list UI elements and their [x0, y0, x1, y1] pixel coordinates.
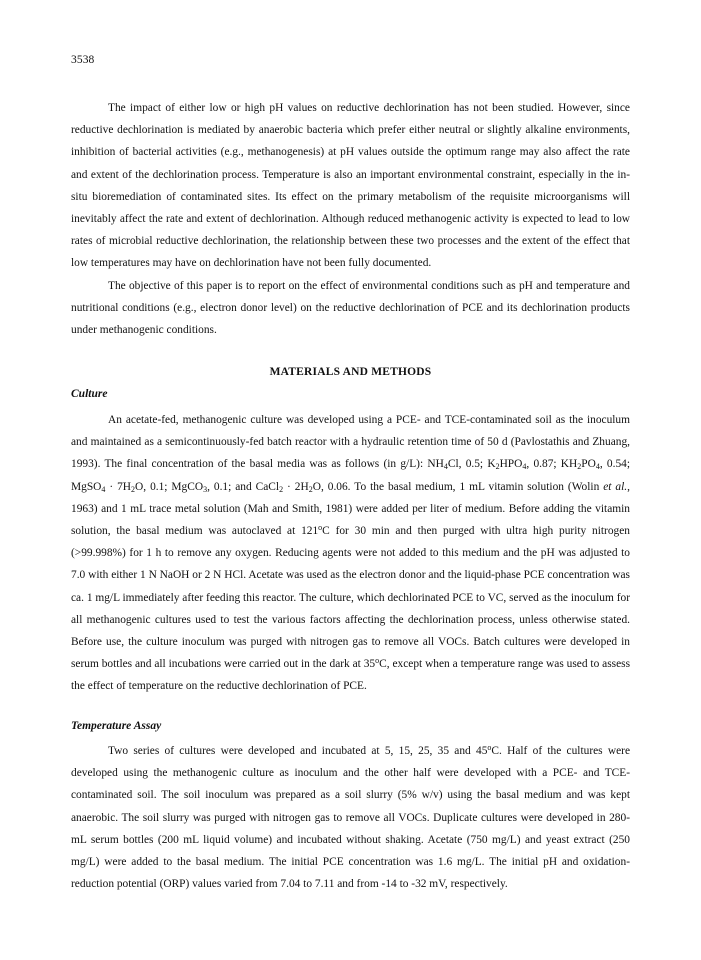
subscript-cl2: 2 — [279, 484, 284, 494]
culture-text-i: , 0.1; and CaCl — [207, 480, 280, 493]
culture-text-j: · 2H — [283, 480, 309, 493]
culture-text-n: C, except when a temperature range was used to assess the effect of temperature on the reductive dechlorination of PCE. — [71, 658, 631, 693]
subscript-h2o-b: 2 — [308, 484, 313, 494]
subsection-heading-culture: Culture — [71, 388, 108, 400]
subscript-po4-a: 4 — [522, 462, 527, 472]
subscript-h2: 2 — [577, 462, 582, 472]
culture-text-e: PO — [581, 458, 596, 471]
culture-text-a: An acetate-fed, methanogenic culture was developed using a PCE- and TCE-contaminated soil as the inoculum and maintained as a semicontinuously-fed batch reactor with a hydraulic retention time of 50 d (Pavlostathis and Zhuang, 1993). The final concentration of the basal media was as follows (in g/L): NH — [71, 414, 630, 471]
subscript-h2o-a: 2 — [131, 484, 136, 494]
temperature-text-a: Two series of cultures were developed and incubated at 5, 15, 25, 35 and 45 — [108, 745, 488, 757]
culture-text-d: , 0.87; KH — [526, 458, 578, 471]
temperature-assay-section — [71, 740, 630, 895]
subscript-co3: 3 — [203, 484, 208, 494]
subscript-so4: 4 — [101, 484, 106, 494]
subscript-po4-b: 4 — [595, 462, 600, 472]
degree-symbol-2: o — [375, 656, 380, 666]
culture-text-c: HPO — [499, 458, 523, 471]
culture-section — [71, 409, 630, 698]
temperature-paragraph — [71, 740, 630, 895]
intro-paragraph-2: The objective of this paper is to report on the effect of environmental conditions such as pH and temperature and nutritional conditions (e.g., electron donor level) on the reductive dechlorination of PCE and its dechlorination products under methanogenic conditions. — [71, 279, 630, 337]
degree-symbol-3: o — [487, 743, 492, 752]
introduction-section — [71, 97, 630, 341]
culture-text-m: C for 30 min and then purged with ultra high purity nitrogen (>99.998%) for 1 h to remove any oxygen. Reducing agents were not added to this medium and the pH was adjusted to 7.0 with either 1 N NaOH or 2 N HCl. Acetate was used as the electron donor and the liquid-phase PCE concentration was ca. 1 mg/L immediately after feeding this reactor. The culture, which dechlorinated PCE to VC, served as the inoculum for all methanogenic cultures used to test the various factors affecting the dechlorination process, unless otherwise stated. Before use, the culture inoculum was purged with nitrogen gas to remove all VOCs. Batch cultures were developed in serum bottles and all incubations were carried out in the dark at 35 — [71, 525, 630, 671]
subscript-k2: 2 — [495, 462, 500, 472]
intro-paragraph-1: The impact of either low or high pH values on reductive dechlorination has not been studied. However, since reductive dechlorination is mediated by anaerobic bacteria which prefer either neutral or slightly alkaline environments, inhibition of bacterial activities (e.g., methanogenesis) at pH values outside the optimum range may also affect the rate and extent of the dechlorination process. Temperature is also an important environmental constraint, especially in the in-situ bioremediation of contaminated sites. Its effect on the primary metabolism of the requisite microorganisms will inevitably affect the rate and extent of dechlorination. Although reduced methanogenic activity is expected to lead to low rates of microbial reductive dechlorination, the relationship between these two processes and the extent of the effect that low temperatures may have on dechlorination have not been fully documented. — [71, 102, 630, 270]
culture-text-h: O, 0.1; MgCO — [135, 480, 204, 493]
culture-text-k: O, 0.06. To the basal medium, 1 mL vitamin solution (Wolin — [312, 480, 604, 493]
culture-text-f: , 0.54; MgSO — [71, 458, 631, 493]
culture-paragraph — [71, 409, 630, 698]
culture-text-b: Cl, 0.5; K — [447, 458, 496, 471]
subscript-nh4: 4 — [443, 462, 448, 472]
section-heading-materials-methods: MATERIALS AND METHODS — [269, 366, 432, 378]
page-number: 3538 — [71, 54, 95, 66]
subsection-heading-temperature-assay: Temperature Assay — [71, 720, 162, 732]
temperature-text-b: C. Half of the cultures were developed using the methanogenic culture as inoculum and the other half were developed with a PCE- and TCE-contaminated soil. The soil inoculum was prepared as a soil slurry (5% w/v) using the basal medium and was kept anaerobic. The soil slurry was purged with nitrogen gas to remove all VOCs. Duplicate cultures were developed in 280-mL serum bottles (200 mL liquid volume) and incubated without shaking. Acetate (750 mg/L) and yeast extract (250 mg/L) were added to the basal medium. The initial PCE concentration was 1.6 mg/L. The initial pH and oxidation-reduction potential (ORP) values varied from 7.04 to 7.11 and from -14 to -32 mV, respectively. — [71, 745, 631, 891]
culture-text-l: , 1963) and 1 mL trace metal solution (Mah and Smith, 1981) were added per liter of medium. Before adding the vitamin solution, the basal medium was autoclaved at 121 — [71, 480, 630, 538]
citation-et-al: et al. — [603, 480, 628, 493]
degree-symbol-1: o — [318, 523, 323, 533]
culture-text-g: · 7H — [105, 480, 132, 493]
